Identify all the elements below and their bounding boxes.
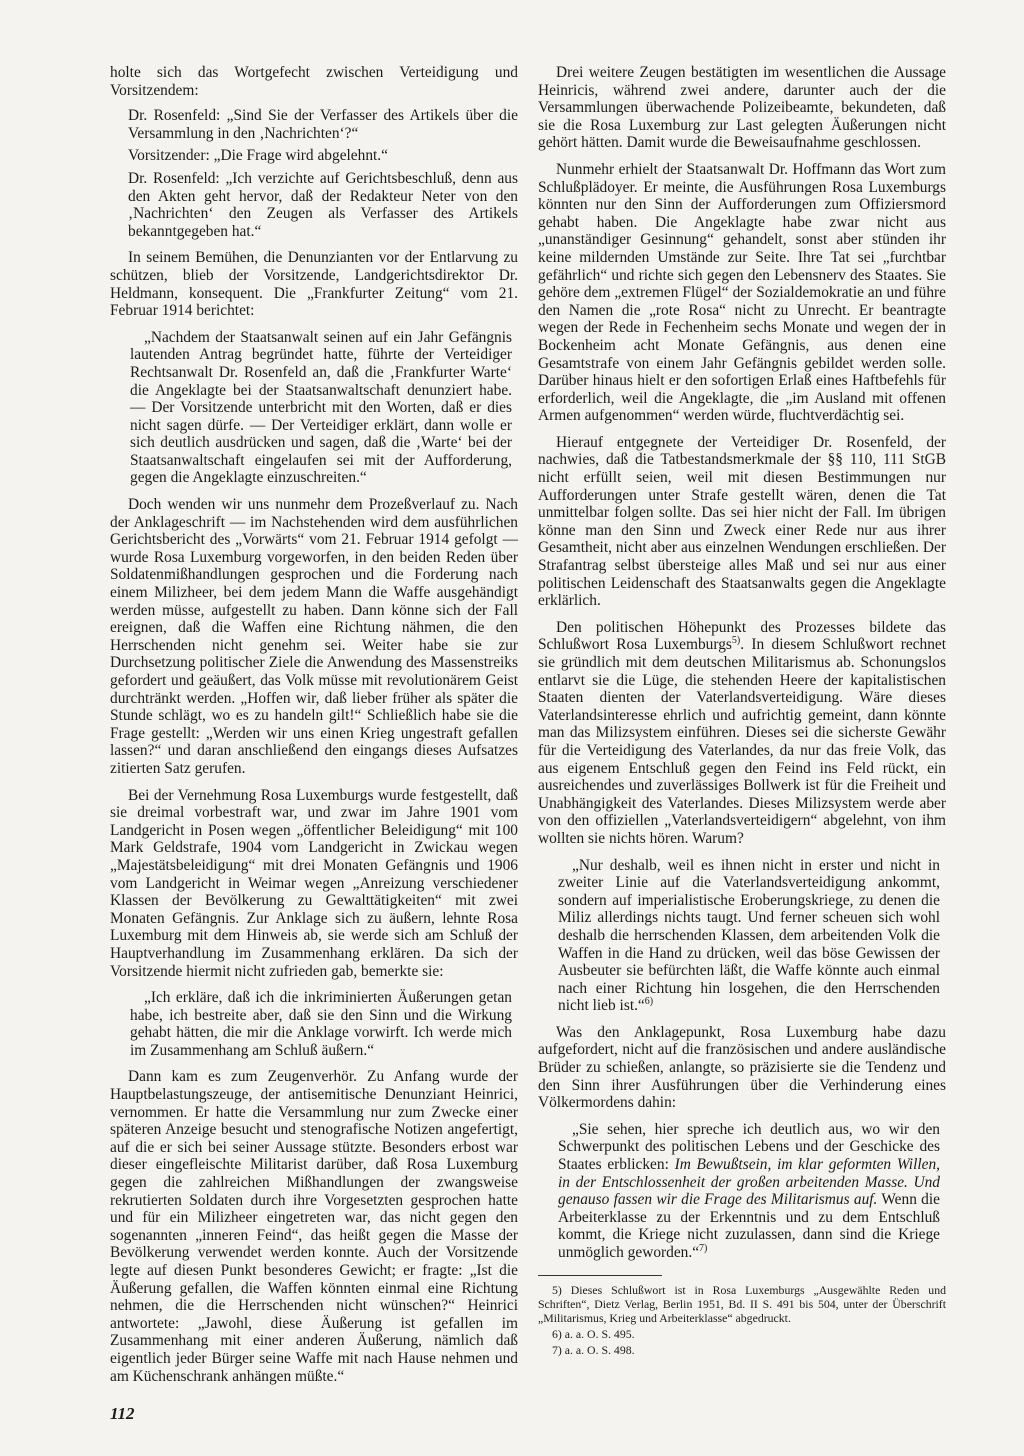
footnote-ref: 7): [699, 1242, 708, 1254]
text-run: „Nur deshalb, weil es ihnen nicht in erster und nicht in zweiter Linie auf die Vaterlandsverteidigung ankommt, sondern auf imperialistische Eroberungskriege, zu denen die Miliz allerdings nichts taugt. Und ferner scheuen sich wohl deshalb die herrschenden Klassen, dem arbeitenden Volk die Waffen in die Hand zu drücken, weil das böse Gewissen der Ausbeuter sie befürchten läßt, die Waffe könnte auch einmal nach einer Richtung hin losgehen, die den Herrschenden nicht lieb ist.“: [558, 856, 940, 1015]
text-run: Wenn die Arbeiterklasse zu der Erkenntnis und zu dem Entschluß kommt, die Kriege nicht zuzulassen, dann sind die Kriege unmöglich geworden.“: [558, 1191, 940, 1261]
page-number: 112: [110, 1404, 135, 1423]
emphasis: Im Bewußtsein, im klar geformten Willen, in der Entschlossenheit der großen arbeitenden Masse. Und genauso fassen wir die Frage des Militarismus auf.: [558, 1156, 940, 1209]
block-quote: [558, 857, 940, 1015]
dialog-line: Vorsitzender: „Die Frage wird abgelehnt.“: [128, 147, 388, 165]
footnote-divider: [538, 1275, 662, 1276]
paragraph: holte sich das Wortgefecht zwischen Verteidigung und Vorsitzendem:: [110, 64, 518, 99]
block-quote: „Nachdem der Staatsanwalt seinen auf ein Jahr Gefängnis lautenden Antrag begründet hatte, führte der Verteidiger Rechtsanwalt Dr. Rosenfeld an, daß die ‚Frankfurter Warte‘ die Angeklagte bei der Staatsanwaltschaft denunziert habe. — Der Vorsitzende unterbricht mit den Worten, daß er dies nicht sagen dürfe. — Der Verteidiger erklärt, dann wolle er sich deutlich ausdrücken und sagen, daß die ‚Warte‘ bei der Staatsanwaltschaft eingelaufen sei mit der Aufforderung, gegen die Angeklagte einzuschreiten.“: [130, 328, 512, 487]
paragraph: Nunmehr erhielt der Staatsanwalt Dr. Hoffmann das Wort zum Schlußplädoyer. Er meinte, die Ausführungen Rosa Luxemburgs könnten nur den Sinn der Aufforderungen zum Offiziersmord gehabt haben. Die Angeklagte habe zwar nicht aus „unanständiger Gesinnung“ gehandelt, sonst aber stünden ihr keine mildernden Umstände zur Seite. Ihre Tat sei „furchtbar gefährlich“ und richte sich gegen den Lebensnerv des Staates. Sie gehöre dem „extremen Flügel“ der Sozialdemokratie an und führe den Namen die „rote Rosa“ nicht zu Unrecht. Er beantragte wegen der Rede in Fechenheim sechs Monate und wegen der in Bockenheim acht Monate Gefängnis, aus denen eine Gesamtstrafe von einem Jahr Gefängnis gebildet werden solle. Darüber hinaus hielt er den sofortigen Erlaß eines Haftbefehls für erforderlich, weil die Angeklagte, die „im Ausland mit offenen Armen aufgenommen“ werden würde, fluchtverdächtig sei.: [538, 160, 946, 425]
dialog-line: Dr. Rosenfeld: „Ich verzichte auf Gerichtsbeschluß, denn aus den Akten geht hervor, daß der Redakteur Neter von den ‚Nachrichten‘ den Zeugen als Verfasser des Artikels bekanntgegeben hat.“: [128, 169, 518, 240]
paragraph: In seinem Bemühen, die Denunzianten vor der Entlarvung zu schützen, blieb der Vorsitzende, Landgerichtsdirektor Dr. Heldmann, konsequent. Die „Frankfurter Zeitung“ vom 21. Februar 1914 berichtet:: [110, 249, 518, 320]
footnote: 6) a. a. O. S. 495.: [552, 1326, 635, 1341]
text-run: „Sie sehen, hier spreche ich deutlich aus, wo wir den Schwerpunkt des politischen Lebens und der Geschicke des Staates erblicken:: [558, 1120, 940, 1174]
paragraph: Doch wenden wir uns nunmehr dem Prozeßverlauf zu. Nach der Anklageschrift — im Nachstehenden wird dem ausführlichen Gerichtsbericht des „Vorwärts“ vom 21. Februar 1914 gefolgt — wurde Rosa Luxemburg vorgeworfen, in den beiden Reden über Soldatenmißhandlungen gesprochen und die Forderung nach einem Milizheer, bei dem jedem Mann die Waffe ausgehändigt werden müsse, aufgestellt zu haben. Dann könne sich der Fall ereignen, daß die Waffen eine Richtung nähmen, die den Herrschenden nicht genehm sei. Weiter habe sie zur Durchsetzung politischer Ziele die Anwendung des Massenstreiks gefordert und geäußert, das Volk müsse mit revolutionärem Geist durchtränkt werden. „Hoffen wir, daß lieber früher als später die Stunde schlägt, wo es zu handeln gilt!“ Schließlich habe sie die Frage gestellt: „Werden wir uns einen Krieg ungestraft gefallen lassen?“ und daran anschließend den eingangs dieses Aufsatzes zitierten Satz gerufen.: [110, 496, 518, 777]
footnote-ref: 5): [731, 635, 741, 647]
text-run: . In diesem Schlußwort rechnet sie gründlich mit dem deutschen Militarismus ab. Schonungslos entlarvt sie die Lüge, die stehenden Heere der kapitalistischen Staaten dienten der Vaterlandsverteidigung. Wäre dieses Vaterlandsinteresse ehrlich und aufrichtig gemeint, dann könnte man das Milizsystem einführen. Dieses sei die sicherste Gewähr für die Verteidigung des Vaterlandes, da nur das freie Volk, das aus eigenem Entschluß gegen den Feind ins Feld rückt, ein ausreichendes und zuverlässiges Bollwerk ist für die Freiheit und Unabhängigkeit des Vaterlandes. Dieses Milizsystem werde aber von den offiziellen „Vaterlandsverteidigern“ abgelehnt, von ihm wollten sie nichts hören. Warum?: [538, 636, 946, 847]
block-quote: [558, 1121, 940, 1262]
paragraph: Hierauf entgegnete der Verteidiger Dr. Rosenfeld, der nachwies, daß die Tatbestandsmerkmale der §§ 110, 111 StGB nicht erfüllt seien, weil mit diesen Bestimmungen nur Aufforderungen unter Strafe gestellt wären, denen die Tat unmittelbar folgen sollte. Das sei hier nicht der Fall. Im übrigen könne man den Sinn und Zweck einer Rede nur aus ihrer Gesamtheit, nicht aber aus einzelnen Wendungen erschließen. Der Strafantrag selbst übersteige alles Maß und sei nur aus einer politischen Leidenschaft des Staatsanwalts gegen die Angeklagte erklärlich.: [538, 433, 946, 610]
left-column: [110, 64, 518, 1385]
paragraph: Drei weitere Zeugen bestätigten im wesentlichen die Aussage Heinricis, während zwei andere, darunter auch der die Versammlungen überwachende Polizeibeamte, bekundeten, daß sie die Rosa Luxemburg zur Last gelegten Äußerungen nicht gehört hätten. Damit wurde die Beweisaufnahme geschlossen.: [538, 64, 946, 152]
text-run: Den politischen Höhepunkt des Prozesses bildete das Schlußwort Rosa Luxemburgs: [538, 618, 946, 654]
paragraph: Dann kam es zum Zeugenverhör. Zu Anfang wurde der Hauptbelastungszeuge, der antisemitische Denunziant Heinrici, vernommen. Er hatte die Versammlung nur zum Zwecke einer späteren Anzeige besucht und stenografische Notizen angefertigt, auf die er sich bei seiner Aussage stützte. Besonders erbost war dieser eingefleischte Militarist darüber, daß Rosa Luxemburg gegen die zahlreichen Mißhandlungen der zwangsweise rekrutierten Soldaten durch ihre Vorgesetzten gesprochen hatte und für ein Milizheer eingetreten war, das nicht gegen den sogenannten „inneren Feind“, das heißt gegen die Masse der Bevölkerung verwendet werden konnte. Auch der Vorsitzende legte auf diesen Punkt besonderes Gewicht; er fragte: „Ist die Äußerung gefallen, die Waffen könnten einmal eine Richtung nehmen, die die Herrschenden nicht wünschen?“ Heinrici antwortete: „Jawohl, diese Äußerung ist gefallen im Zusammenhang mit einer anderen Äußerung, nämlich daß eigentlich jeder Bürger seine Waffe mit nach Hause nehmen und am Küchenschrank anhängen müßte.“: [110, 1068, 518, 1385]
paragraph: Was den Anklagepunkt, Rosa Luxemburg habe dazu aufgefordert, nicht auf die französischen und andere ausländische Brüder zu schießen, anlangte, so präzisierte sie die Tendenz und den Sinn ihrer Ausführungen über die Verhinderung eines Völkermordens dahin:: [538, 1023, 946, 1112]
dialog-line: Dr. Rosenfeld: „Sind Sie der Verfasser des Artikels über die Versammlung in den ‚Nachrichten‘?“: [128, 107, 518, 142]
footnote: 7) a. a. O. S. 498.: [552, 1342, 635, 1357]
block-quote: „Ich erkläre, daß ich die inkriminierten Äußerungen getan habe, ich bestreite aber, daß sie den Sinn und die Wirkung gehabt hätten, die mir die Anklage vorwirft. Ich werde mich im Zusammenhang am Schluß äußern.“: [130, 989, 512, 1059]
paragraph: [538, 619, 946, 848]
footnote-ref: 6): [644, 996, 654, 1008]
paragraph: Bei der Vernehmung Rosa Luxemburgs wurde festgestellt, daß sie dreimal vorbestraft war, und zwar im Jahre 1901 vom Landgericht in Posen wegen „öffentlicher Beleidigung“ mit 100 Mark Geldstrafe, 1904 vom Landgericht in Zwickau wegen „Majestätsbeleidigung“ mit drei Monaten Gefängnis und 1906 vom Landgericht in Weimar wegen „Anreizung verschiedener Klassen der Bevölkerung zu Gewalttätigkeiten“ mit zwei Monaten Gefängnis. Zur Anklage sich zu äußern, lehnte Rosa Luxemburg mit dem Hinweis ab, sie werde sich am Schluß der Hauptverhandlung im Zusammenhang erklären. Da sich der Vorsitzende hiermit nicht zufrieden gab, bemerkte sie:: [110, 786, 518, 980]
footnote: 5) Dieses Schlußwort ist in Rosa Luxemburgs „Ausgewählte Reden und Schriften“, Dietz Verlag, Berlin 1951, Bd. II S. 491 bis 504, unter der Überschrift „Militarismus, Krieg und Arbeiterklasse“ abgedruckt.: [538, 1282, 946, 1325]
right-column: [538, 64, 946, 1357]
